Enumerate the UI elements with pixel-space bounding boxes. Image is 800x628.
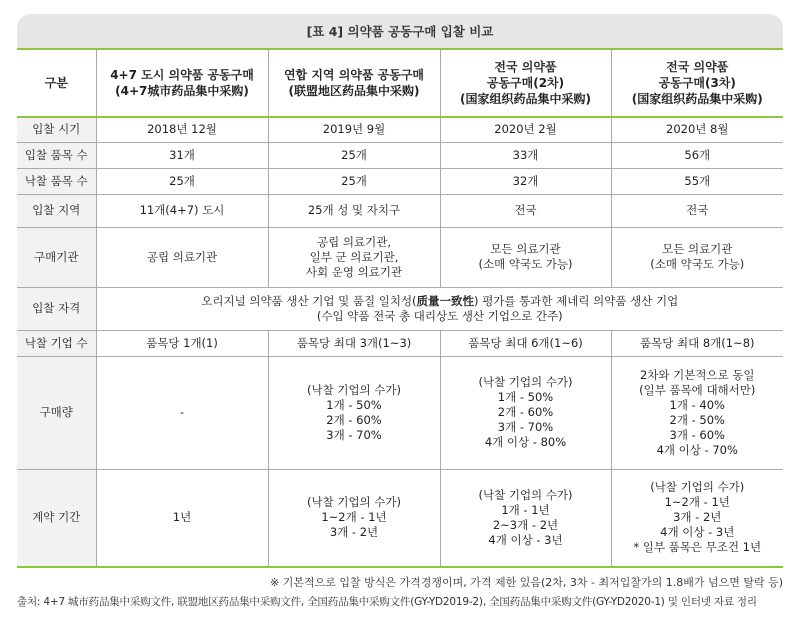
table-cell: 2020년 2월 [440, 117, 611, 142]
row-label: 입찰 품목 수 [17, 142, 96, 168]
table-cell: (낙찰 기업의 수가) 1개 - 1년 2~3개 - 2년 4개 이상 - 3년 [440, 469, 611, 567]
table-cell: 모든 의료기관 (소매 약국도 가능) [611, 227, 783, 287]
table-cell: 2차와 기본적으로 동일 (일부 품목에 대해서만) 1개 - 40% 2개 - 50% 3개 - 60% 4개 이상 - 70% [611, 356, 783, 469]
table-row [17, 142, 783, 168]
table-row [17, 287, 783, 330]
qualification-cell: 오리지널 의약품 생산 기업 및 품질 일치성(质量一致性) 평가를 통과한 제네릭 의약품 생산 기업 (수입 약품 전국 총 대리상도 생산 기업으로 간주) [96, 287, 783, 330]
table-cell: 25개 [268, 142, 440, 168]
table-cell: 25개 성 및 자치구 [268, 194, 440, 227]
table-cell: 전국 [440, 194, 611, 227]
table-cell: 25개 [96, 168, 268, 194]
table-cell: 품목당 1개(1) [96, 330, 268, 356]
row-label: 입찰 자격 [17, 287, 96, 330]
table-cell: - [96, 356, 268, 469]
row-label: 입찰 지역 [17, 194, 96, 227]
header-alliance: 연합 지역 의약품 공동구매 (联盟地区药品集中采购) [268, 49, 440, 117]
table-cell: 55개 [611, 168, 783, 194]
table-cell: 11개(4+7) 도시 [96, 194, 268, 227]
row-label: 계약 기간 [17, 469, 96, 567]
table-cell: 33개 [440, 142, 611, 168]
table-row [17, 168, 783, 194]
table-cell: 품목당 최대 3개(1~3) [268, 330, 440, 356]
table-cell: 공립 의료기관 [96, 227, 268, 287]
table-cell: 32개 [440, 168, 611, 194]
table-cell: 전국 [611, 194, 783, 227]
row-label: 구매기관 [17, 227, 96, 287]
table-title: [표 4] 의약품 공동구매 입찰 비교 [17, 14, 783, 48]
table-row [17, 469, 783, 567]
table-cell: 공립 의료기관, 일부 군 의료기관, 사회 운영 의료기관 [268, 227, 440, 287]
table-cell: 25개 [268, 168, 440, 194]
row-label: 구매량 [17, 356, 96, 469]
table-cell: (낙찰 기업의 수가) 1개 - 50% 2개 - 60% 3개 - 70% [268, 356, 440, 469]
header-national-3rd: 전국 의약품 공동구매(3차) (国家组织药品集中采购) [611, 49, 783, 117]
table-cell: 31개 [96, 142, 268, 168]
footnote: ※ 기본적으로 입찰 방식은 가격경쟁이며, 가격 제한 있음(2차, 3차 - 최저입찰가의 1.8배가 넘으면 탈락 등) [270, 576, 783, 589]
table-cell: 2019년 9월 [268, 117, 440, 142]
table-cell: 2020년 8월 [611, 117, 783, 142]
header-row [17, 49, 783, 117]
table-row [17, 356, 783, 469]
table-cell: (낙찰 기업의 수가) 1개 - 50% 2개 - 60% 3개 - 70% 4개 이상 - 80% [440, 356, 611, 469]
table-cell: 2018년 12월 [96, 117, 268, 142]
table-row [17, 330, 783, 356]
header-category: 구분 [17, 49, 96, 117]
table-cell: 모든 의료기관 (소매 약국도 가능) [440, 227, 611, 287]
header-national-2nd: 전국 의약품 공동구매(2차) (国家组织药品集中采购) [440, 49, 611, 117]
table-row [17, 227, 783, 287]
source-note: 출처: 4+7 城市药品集中采购文件, 联盟地区药品集中采购文件, 全国药品集中采购文件(GY-YD2019-2), 全国药品集中采购文件(GY-YD2020-1) 및 인터넷 자료 정리 [17, 596, 757, 608]
table-row [17, 117, 783, 142]
header-4plus7: 4+7 도시 의약품 공동구매 (4+7城市药品集中采购) [96, 49, 268, 117]
table-cell: (낙찰 기업의 수가) 1~2개 - 1년 3개 - 2년 [268, 469, 440, 567]
table-cell: 56개 [611, 142, 783, 168]
row-label: 낙찰 품목 수 [17, 168, 96, 194]
table-cell: 품목당 최대 6개(1~6) [440, 330, 611, 356]
table-cell: (낙찰 기업의 수가) 1~2개 - 1년 3개 - 2년 4개 이상 - 3년 * 일부 품목은 무조건 1년 [611, 469, 783, 567]
row-label: 입찰 시기 [17, 117, 96, 142]
table-row [17, 194, 783, 227]
row-label: 낙찰 기업 수 [17, 330, 96, 356]
comparison-table [17, 48, 783, 568]
table-cell: 1년 [96, 469, 268, 567]
table-cell: 품목당 최대 8개(1~8) [611, 330, 783, 356]
